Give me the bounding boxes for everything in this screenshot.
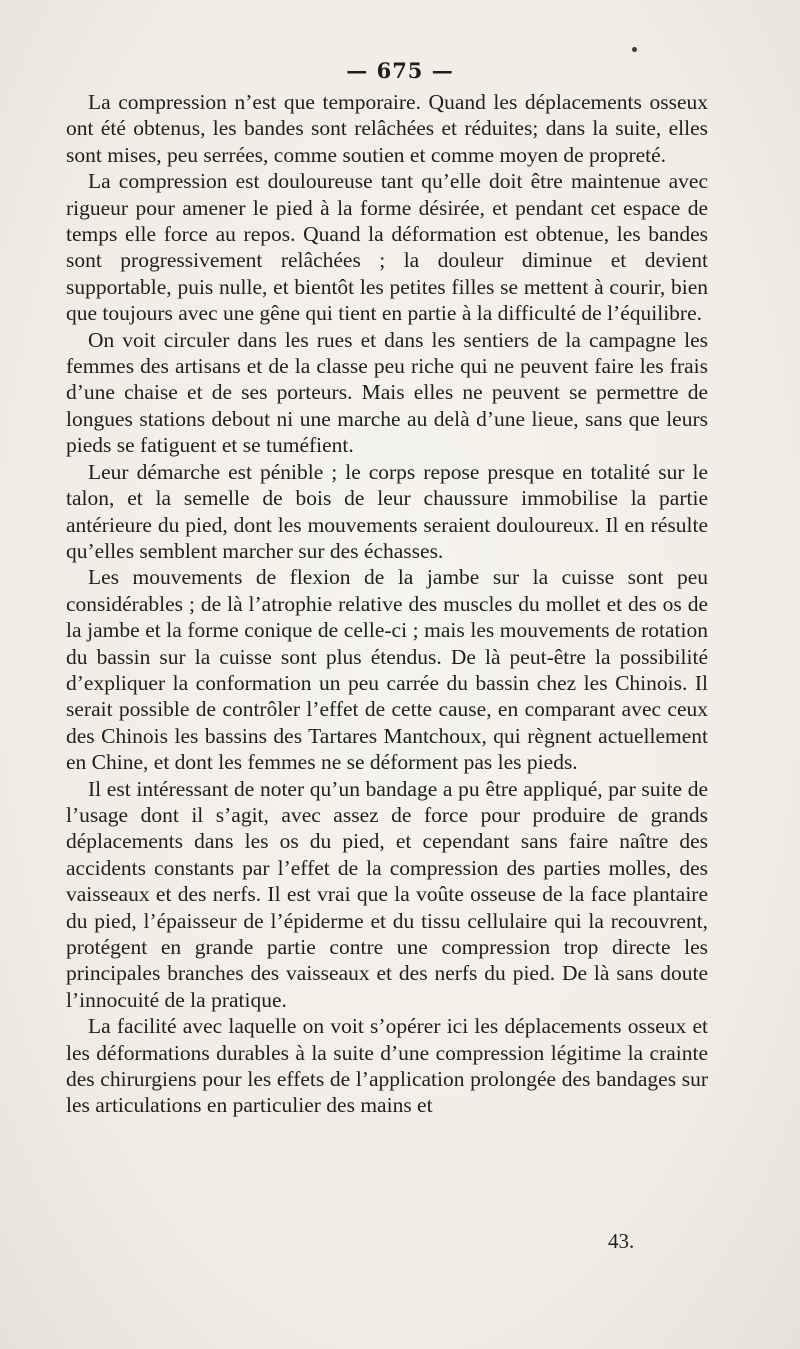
paragraph-3: On voit circuler dans les rues et dans les sentiers de la campagne les femmes des artisans et de la classe peu riche qui ne peuvent faire les frais d’une chaise et de ses porteurs. Mais elles ne peuvent se permettre de longues stations debout ni une marche au delà d’une lieue, sans que leurs pieds se fatiguent et se tuméfient. (66, 327, 708, 458)
paragraph-6: Il est intéressant de noter qu’un bandage a pu être appliqué, par suite de l’usage dont il s’agit, avec assez de force pour produire de grands déplacements dans les os du pied, et cependant sans faire naître des accidents constants par l’effet de la compression des parties molles, des vaisseaux et des nerfs. Il est vrai que la voûte osseuse de la face plantaire du pied, l’épaisseur de l’épiderme et du tissu cellulaire qui la recouvrent, protégent en grande partie contre une compression trop directe les principales branches des vaisseaux et des nerfs du pied. De là sans doute l’innocuité de la pratique. (66, 776, 708, 1012)
page-number-header: — 675 — (346, 58, 454, 83)
paragraph-1: La compression n’est que temporaire. Quand les déplacements osseux ont été obtenus, les bandes sont relâchées et réduites; dans la suite, elles sont mises, peu serrées, comme soutien et comme moyen de propreté. (66, 90, 708, 167)
signature-mark: 43. (608, 1229, 635, 1253)
paragraph-7: La facilité avec laquelle on voit s’opérer ici les déplacements osseux et les déformations durables à la suite d’une compression légitime la crainte des chirurgiens pour les effets de l’application prolongée des bandages sur les articulations en particulier des mains et (66, 1014, 708, 1118)
page-body (66, 89, 708, 1119)
ink-speck (632, 47, 637, 52)
paragraph-2: La compression est douloureuse tant qu’elle doit être maintenue avec rigueur pour amener le pied à la forme désirée, et pendant cet espace de temps elle force au repos. Quand la déformation est obtenue, les bandes sont progressivement relâchées ; la douleur diminue et devient supportable, puis nulle, et bientôt les petites filles se mettent à courir, bien que toujours avec une gêne qui tient en partie à la difficulté de l’équilibre. (66, 169, 708, 326)
paragraph-4: Leur démarche est pénible ; le corps repose presque en totalité sur le talon, et la semelle de bois de leur chaussure immobilise la partie antérieure du pied, dont les mouvements seraient douloureux. Il en résulte qu’elles semblent marcher sur des échasses. (66, 459, 708, 563)
paragraph-5: Les mouvements de flexion de la jambe sur la cuisse sont peu considérables ; de là l’atrophie relative des muscles du mollet et des os de la jambe et la forme conique de celle-ci ; mais les mouvements de rotation du bassin sur la cuisse sont plus étendus. De là peut-être la possibilité d’expliquer la conformation un peu carrée du bassin chez les Chinois. Il serait possible de contrôler l’effet de cette cause, en comparant avec ceux des Chinois les bassins des Tartares Mantchoux, qui règnent actuellement en Chine, et dont les femmes ne se déforment pas les pieds. (66, 565, 708, 775)
